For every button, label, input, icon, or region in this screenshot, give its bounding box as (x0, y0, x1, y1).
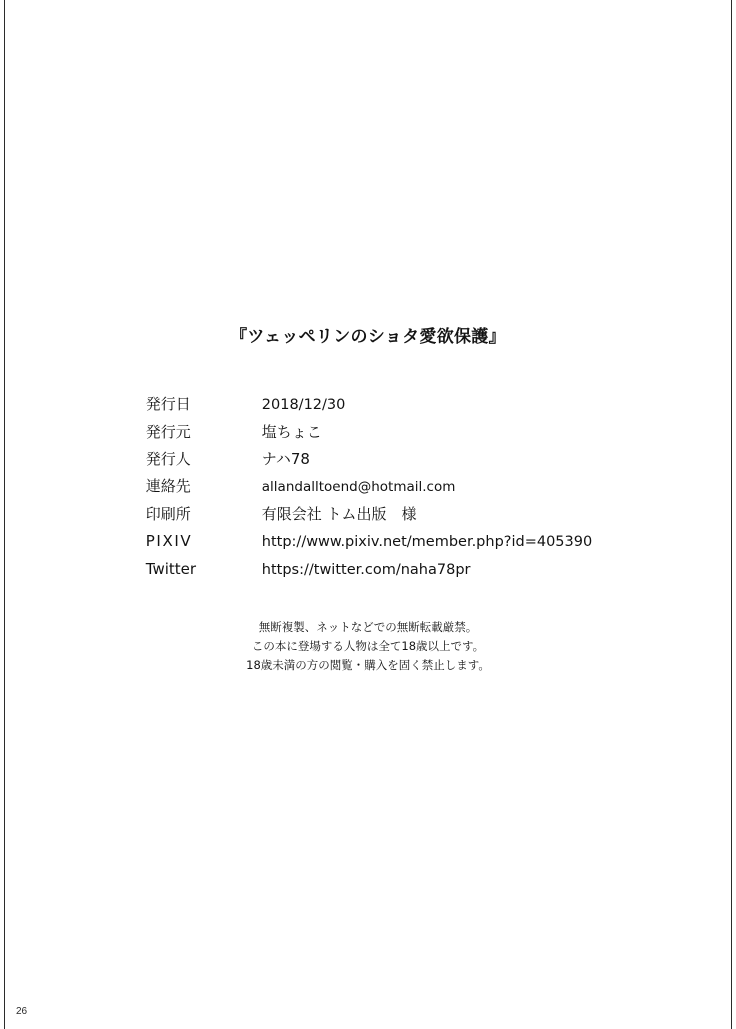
row-label-printer: 印刷所 (145, 505, 191, 523)
row-label-contact: 連絡先 (145, 477, 191, 495)
table-row (144, 501, 592, 528)
page-number: 26 (16, 1006, 28, 1017)
table-row (144, 446, 592, 473)
row-value-contact-email: allandalltoend@hotmail.com (261, 479, 456, 495)
row-label-author: 発行人 (145, 450, 191, 468)
row-value-publisher: 塩ちょこ (261, 423, 322, 441)
legal-notice (0, 618, 736, 675)
row-label-publisher: 発行元 (145, 423, 191, 441)
row-value-publish-date: 2018/12/30 (261, 397, 346, 413)
colophon-block (0, 322, 736, 675)
row-label-twitter: Twitter (145, 560, 197, 578)
row-label-publish-date: 発行日 (145, 395, 191, 413)
table-row (144, 473, 592, 501)
row-label-pixiv: PIXIV (145, 532, 193, 550)
table-row (144, 528, 592, 556)
notice-line-1: 無断複製、ネットなどでの無断転載厳禁。 (258, 620, 478, 634)
table-row (144, 556, 592, 584)
row-value-author: ナハ78 (261, 450, 310, 468)
colophon-table (144, 391, 592, 584)
page-title: 『ツェッペリンのショタ愛欲保護』 (230, 327, 506, 347)
notice-line-3: 18歳未満の方の閲覧・購入を固く禁止します。 (246, 658, 490, 672)
notice-line-2: この本に登場する人物は全て18歳以上です。 (251, 639, 485, 653)
row-value-printer: 有限会社 トム出版 様 (261, 505, 417, 523)
table-row (144, 391, 592, 419)
table-row (144, 419, 592, 446)
row-value-twitter-url[interactable]: https://twitter.com/naha78pr (261, 562, 471, 578)
row-value-pixiv-url[interactable]: http://www.pixiv.net/member.php?id=405390 (261, 534, 593, 550)
